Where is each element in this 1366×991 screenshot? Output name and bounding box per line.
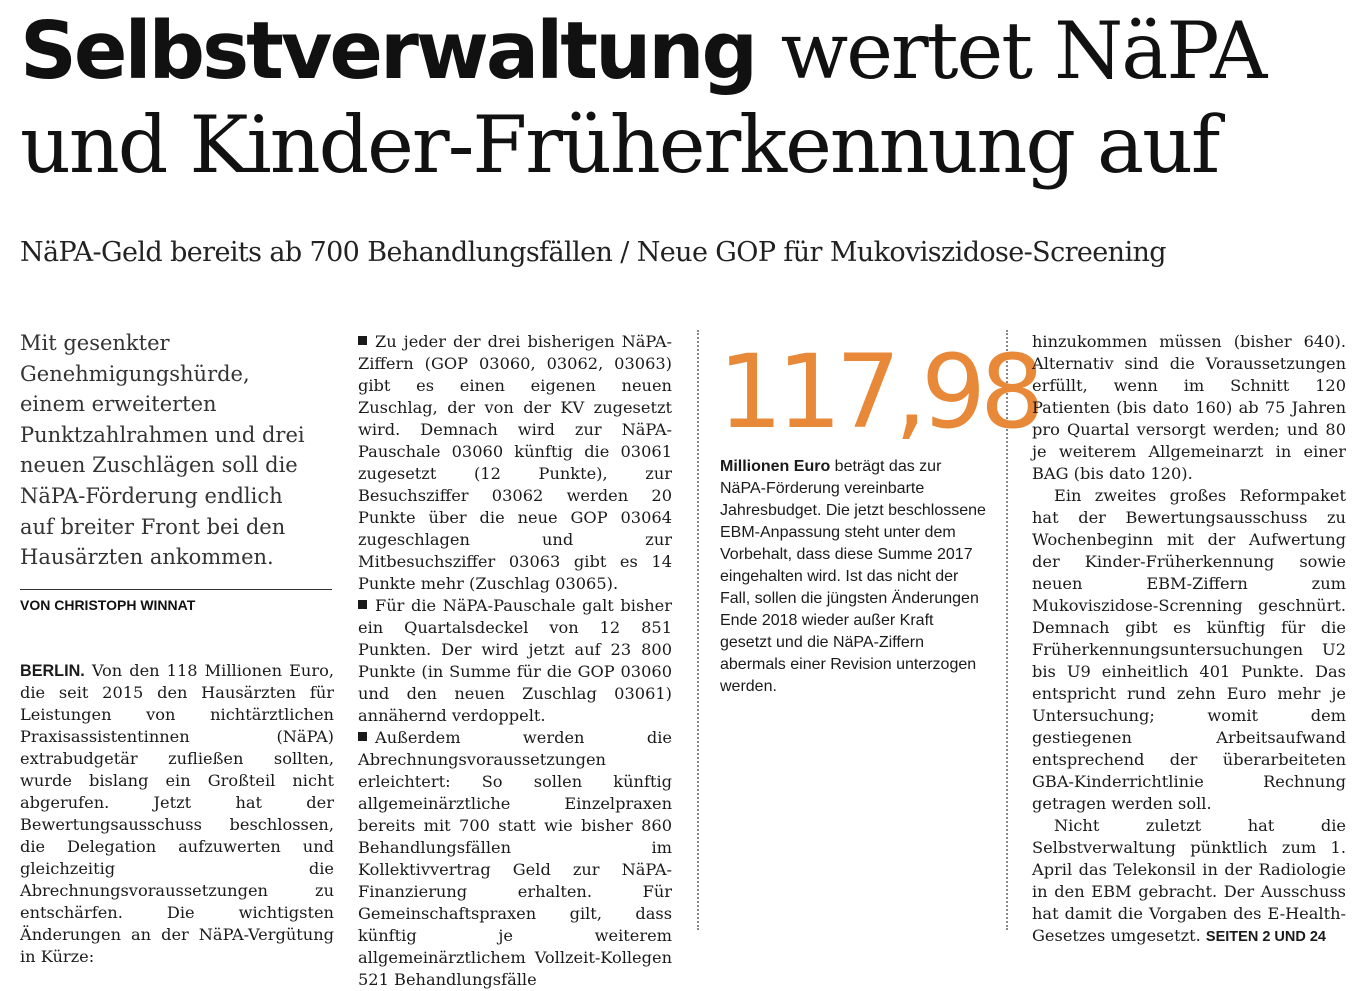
factbox-lead: Millionen Euro [720, 458, 831, 475]
byline-rule [20, 589, 332, 590]
column-divider [697, 330, 699, 930]
headline [20, 4, 1360, 192]
column-2 [358, 331, 672, 991]
paragraph: Nicht zuletzt hat die Selbstverwaltung pünktlich zum 1. April das Telekonsil in der Radiologie in den EBM gebracht. Der Ausschuss hat damit die Vorgaben des E-Health-Gesetzes umgesetzt. SEITEN 2 UND 24 [1032, 816, 1346, 945]
paragraph: Ein zweites großes Reformpaket hat der Bewertungsausschuss zu Wochenbeginn mit der Aufwertung der Kinder-Früherkennung sowie neuen EBM-Ziffern zum Mukoviszidose-Screnning geschnürt. Demnach gibt es künftig für die Früherkennungsuntersuchungen U2 bis U9 einheitlich 401 Punkte. Das entspricht rund zehn Euro mehr je Untersuchung; womit dem gestiegenen Arbeitsaufwand entsprechend der überarbeiteten GBA-Kinderrichtlinie Rechnung getragen werden soll. [1032, 486, 1346, 813]
headline-line1-rest: wertet NäPA [780, 5, 1266, 97]
bullet-item: Zu jeder der drei bisherigen NäPA-Ziffern (GOP 03060, 03062, 03063) gibt es einen eigenen neuen Zuschlag, der von der KV zugesetzt wird. Demnach wird zur NäPA-Pauschale 03060 künftig die 03061 zugesetzt (12 Punkte), zur Besuchsziffer 03062 werden 20 Punkte über die neue GOP 03064 zugeschlagen und zur Mitbesuchsziffer 03063 gibt es 14 Punkte mehr (Zuschlag 03065). [358, 332, 672, 593]
byline: VON CHRISTOPH WINNAT [20, 597, 196, 613]
bullet-item: Für die NäPA-Pauschale galt bisher ein Quartalsdeckel von 12 851 Punkten. Der wird jetzt auf 23 800 Punkte (in Summe für die GOP 03060 und den neuen Zuschlag 03061) annähernd verdoppelt. [358, 596, 672, 725]
lead-paragraph: Mit gesenkter Genehmigungshürde, einem erweiterten Punktzahlrahmen und drei neuen Zuschlägen soll die NäPA-Förderung endlich auf breiter Front bei den Hausärzten ankommen. [20, 331, 305, 570]
paragraph: hinzukommen müssen (bisher 640). Alternativ sind die Voraussetzungen erfüllt, wenn im Schnitt 120 Patienten (bis dato 160) ab 75 Jahren pro Quartal versorgt werden; und 80 je weiterem Allgemeinarzt in einer BAG (bis dato 120). [1032, 332, 1346, 483]
dateline: BERLIN. [20, 662, 85, 680]
headline-bold: Selbstverwaltung [20, 5, 756, 97]
headline-line2: und Kinder-Früherkennung auf [20, 99, 1219, 191]
column-1 [20, 660, 334, 968]
square-bullet-icon [358, 336, 367, 345]
bullet-item: Außerdem werden die Abrechnungsvoraussetzungen erleichtert: So sollen künftig allgemeinärztliche Einzelpraxen bereits mit 700 statt wie bisher 860 Behandlungsfällen im Kollektivvertrag Geld zur NäPA-Finanzierung erhalten. Für Gemeinschaftspraxen gilt, dass künftig je weiterem allgemeinärztlichem Vollzeit-Kollegen 521 Behandlungsfälle [358, 728, 672, 989]
factbox [720, 456, 986, 698]
column-4 [1032, 331, 1346, 948]
square-bullet-icon [358, 600, 367, 609]
square-bullet-icon [358, 732, 367, 741]
column-1-text: Von den 118 Millionen Euro, die seit 2015 den Hausärzten für Leistungen von nichtärztlichen Praxisassistentinnen (NäPA) extrabudgetär zufließen sollten, wurde bislang ein Großteil nicht abgerufen. Jetzt hat der Bewertungsausschuss beschlossen, die Delegation aufzuwerten und gleichzeitig die Abrechnungsvoraussetzungen zu entschärfen. Die wichtigsten Änderungen an der NäPA-Vergütung in Kürze: [20, 661, 334, 966]
subtitle: NäPA-Geld bereits ab 700 Behandlungsfällen / Neue GOP für Mukoviszidose-Screening [20, 237, 1166, 268]
factbox-text: beträgt das zur NäPA-Förderung vereinbarte Jahresbudget. Die jetzt beschlossene EBM-Anpassung steht unter dem Vorbehalt, dass diese Summe 2017 eingehalten wird. Ist das nicht der Fall, sollen die jüngsten Änderungen Ende 2018 wieder außer Kraft gesetzt und die NäPA-Ziffern abermals einer Revision unterzogen werden. [720, 458, 986, 695]
factbox-number: 117,98 [718, 333, 1039, 452]
page-reference: SEITEN 2 UND 24 [1205, 929, 1326, 945]
